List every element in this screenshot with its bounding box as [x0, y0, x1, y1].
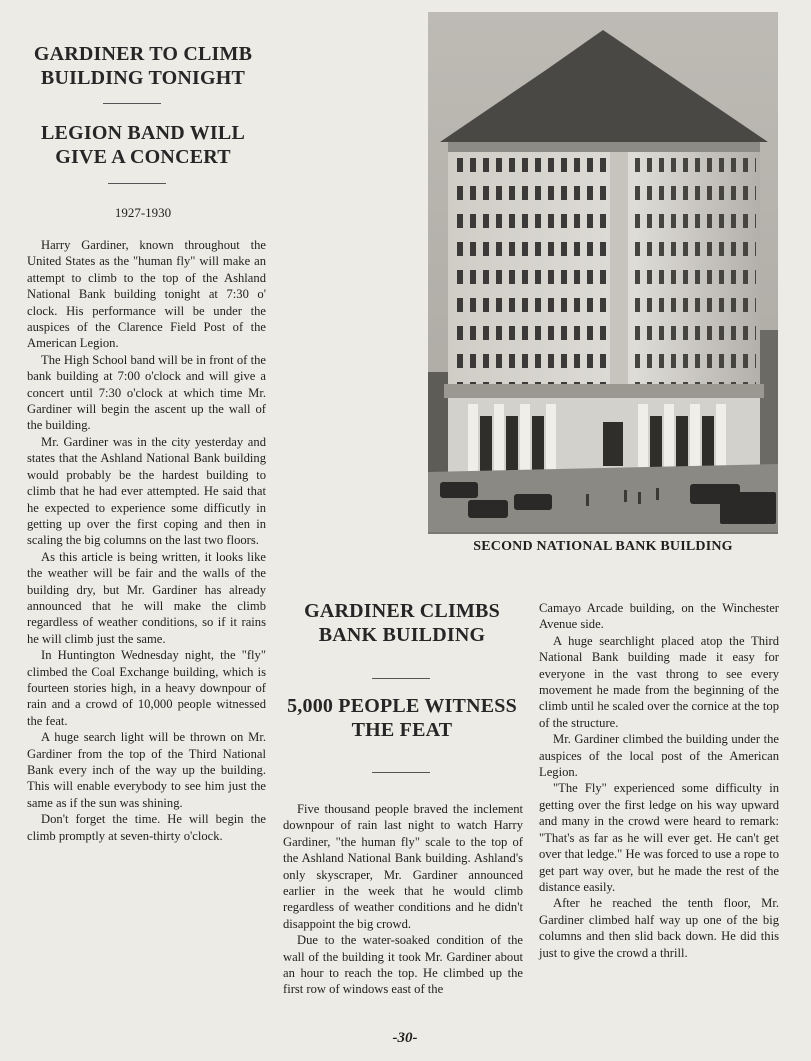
headline-divider — [372, 678, 430, 679]
article-paragraph: Mr. Gardiner was in the city yesterday and states that the Ashland National Bank building would probably be the hardest building to climb that he had ever attempted. He said that he expected to experience some difficutly in getting up over the first coping and then in scaling the big columns on the last two floors. — [27, 434, 266, 548]
article-paragraph: Five thousand people braved the inclement downpour of rain last night to watch Harry Gardiner, "the human fly" scale to the top of the Ashland National Bank building. Ashland's only skyscraper, Mr. Gardiner announced earlier in the week that he would climb regardless of weather conditions and he didn't disappoint the big crowd. — [283, 802, 523, 931]
photo-caption: SECOND NATIONAL BANK BUILDING — [473, 539, 733, 554]
building-illustration — [428, 12, 778, 534]
headline-divider — [108, 183, 166, 184]
article-paragraph: The High School band will be in front of the bank building at 7:00 o'clock and will give a concert until 7:30 o'clock at which time Mr. Gardiner will begin the ascent up the wall of the building. — [27, 352, 266, 433]
right-article-col-2 — [539, 600, 779, 961]
article-paragraph: "The Fly" experienced some difficulty in getting over the first ledge on his way upward and many in the crowd were heard to remark: "That's as far as he will ever get. He can't get over that ledge." He was forced to use a rope to get part way over, but he made the rest of the distance easily. — [539, 781, 779, 894]
left-headline-1: GARDINER TO CLIMB BUILDING TONIGHT — [33, 43, 253, 89]
article-paragraph: Don't forget the time. He will begin the climb promptly at seven-thirty o'clock. — [27, 812, 266, 843]
dateline: 1927-1930 — [114, 205, 172, 220]
article-paragraph: In Huntington Wednesday night, the "fly" climbed the Coal Exchange building, which is fourteen stories high, in a heavy downpour of rain and a crowd of 10,000 people witnessed the feat. — [27, 648, 266, 728]
left-headline-2: LEGION BAND WILL GIVE A CONCERT — [41, 122, 245, 168]
article-paragraph: A huge searchlight placed atop the Third National Bank building made it easy for everyone in the vast throng to see every movement he made from the beginning of the climb until he scaled over the cornice at the top of the structure. — [539, 633, 779, 730]
article-paragraph: As this article is being written, it looks like the weather will be fair and the walls of the building dry, but Mr. Gardiner has already announced that he will make the climb regardless of weather conditions, so if it rains he will climb just the same. — [27, 549, 266, 646]
article-paragraph: Due to the water-soaked condition of the wall of the building it took Mr. Gardiner about an hour to reach the top. He climbed up the first row of windows east of the — [283, 933, 523, 997]
left-article-body — [27, 237, 266, 844]
article-paragraph: A huge search light will be thrown on Mr. Gardiner from the top of the Third National Bank every inch of the way up the building. This will enable everybody to see him just the same as if the sun was shining. — [27, 730, 266, 810]
page-number: -30- — [392, 1030, 418, 1046]
right-article-col-1 — [283, 801, 523, 998]
article-paragraph: Harry Gardiner, known throughout the United States as the "human fly" will make an attempt to climb to the top of the Ashland National Bank building tonight at 7:30 o' clock. His performance will be under the auspices of the Clarence Field Post of the American Legion. — [27, 238, 266, 351]
headline-divider — [103, 103, 161, 104]
article-paragraph: After he reached the tenth floor, Mr. Gardiner climbed half way up one of the big columns and then slid back down. He did this just to give the crowd a thrill. — [539, 896, 779, 960]
article-paragraph: Camayo Arcade building, on the Winchester Avenue side. — [539, 601, 779, 632]
right-headline-2: 5,000 PEOPLE WITNESS THE FEAT — [287, 695, 517, 741]
bank-building-photo — [428, 12, 778, 534]
headline-divider — [372, 772, 430, 773]
right-headline-1: GARDINER CLIMBS BANK BUILDING — [304, 600, 500, 646]
article-paragraph: Mr. Gardiner climbed the building under the auspices of the local post of the American Legion. — [539, 732, 779, 780]
